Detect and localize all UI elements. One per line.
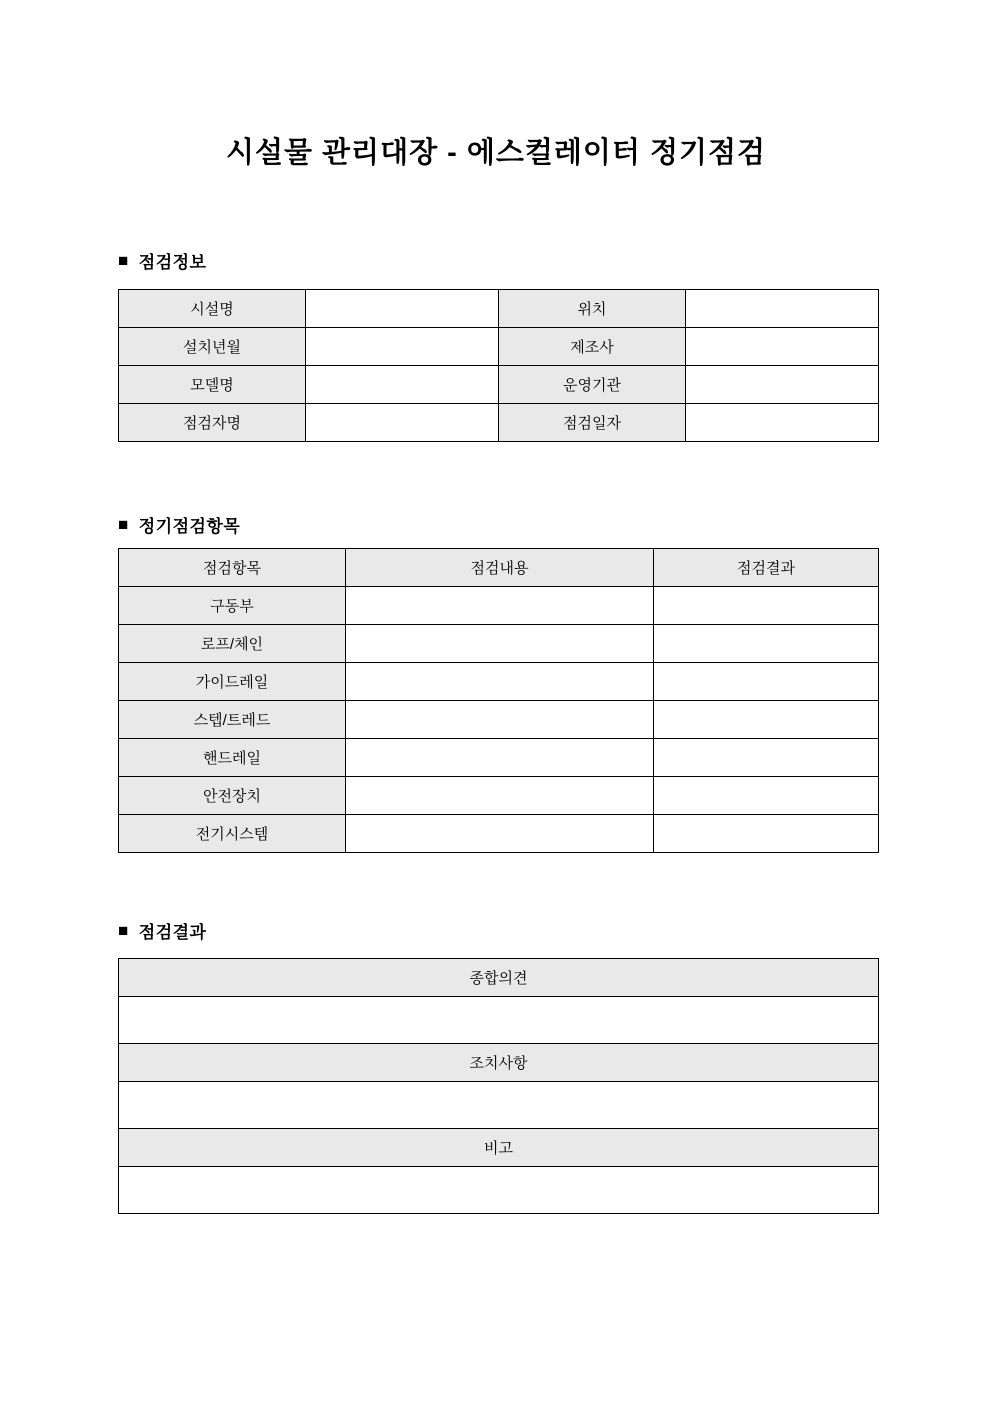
info-label-model-name: 모델명 xyxy=(119,366,306,404)
info-value-model-name xyxy=(306,366,499,404)
col-header-item: 점검항목 xyxy=(119,549,346,587)
result-header-actions: 조치사항 xyxy=(119,1044,879,1082)
section-heading-checklist xyxy=(118,512,240,537)
result-header-overall-opinion: 종합의견 xyxy=(119,959,879,997)
result-header-remarks: 비고 xyxy=(119,1129,879,1167)
checklist-content-cell xyxy=(346,663,654,701)
checklist-content-cell xyxy=(346,701,654,739)
info-value-inspector-name xyxy=(306,404,499,442)
table-row xyxy=(119,404,879,442)
col-header-result: 점검결과 xyxy=(654,549,879,587)
table-row xyxy=(119,366,879,404)
table-row xyxy=(119,328,879,366)
checklist-result-cell xyxy=(654,625,879,663)
checklist-content-cell xyxy=(346,625,654,663)
checklist-item-safety-device: 안전장치 xyxy=(119,777,346,815)
square-bullet-icon: ■ xyxy=(118,251,129,270)
info-label-inspector-name: 점검자명 xyxy=(119,404,306,442)
table-row xyxy=(119,739,879,777)
col-header-content: 점검내용 xyxy=(346,549,654,587)
page-title: 시설물 관리대장 - 에스컬레이터 정기점검 xyxy=(225,137,767,169)
checklist-item-drive-unit: 구동부 xyxy=(119,587,346,625)
checklist-content-cell xyxy=(346,739,654,777)
results-table xyxy=(118,958,879,1214)
checklist-result-cell xyxy=(654,815,879,853)
table-header-row xyxy=(119,959,879,997)
table-row xyxy=(119,663,879,701)
table-row xyxy=(119,997,879,1044)
info-label-location: 위치 xyxy=(499,290,686,328)
result-value-overall-opinion xyxy=(119,997,879,1044)
section-heading-label: 점검정보 xyxy=(138,253,207,272)
table-row xyxy=(119,625,879,663)
checklist-item-rope-chain: 로프/체인 xyxy=(119,625,346,663)
checklist-result-cell xyxy=(654,587,879,625)
checklist-item-step-tread: 스텝/트레드 xyxy=(119,701,346,739)
table-row xyxy=(119,1082,879,1129)
table-header-row xyxy=(119,549,879,587)
checklist-content-cell xyxy=(346,587,654,625)
section-heading-results xyxy=(118,918,206,943)
square-bullet-icon: ■ xyxy=(118,921,129,940)
info-value-location xyxy=(686,290,879,328)
checklist-result-cell xyxy=(654,701,879,739)
info-label-operator: 운영기관 xyxy=(499,366,686,404)
info-label-install-date: 설치년월 xyxy=(119,328,306,366)
info-label-inspection-date: 점검일자 xyxy=(499,404,686,442)
table-row xyxy=(119,1167,879,1214)
table-header-row xyxy=(119,1044,879,1082)
checklist-result-cell xyxy=(654,739,879,777)
info-value-operator xyxy=(686,366,879,404)
table-row xyxy=(119,701,879,739)
checklist-content-cell xyxy=(346,777,654,815)
info-value-inspection-date xyxy=(686,404,879,442)
info-value-manufacturer xyxy=(686,328,879,366)
info-label-manufacturer: 제조사 xyxy=(499,328,686,366)
checklist-item-handrail: 핸드레일 xyxy=(119,739,346,777)
checklist-item-guide-rail: 가이드레일 xyxy=(119,663,346,701)
checklist-item-electrical-system: 전기시스템 xyxy=(119,815,346,853)
info-value-facility-name xyxy=(306,290,499,328)
checklist-table xyxy=(118,548,879,853)
checklist-result-cell xyxy=(654,663,879,701)
section-heading-label: 점검결과 xyxy=(138,923,207,942)
table-header-row xyxy=(119,1129,879,1167)
info-value-install-date xyxy=(306,328,499,366)
section-heading-inspection-info xyxy=(118,248,206,273)
square-bullet-icon: ■ xyxy=(118,515,129,534)
inspection-info-table xyxy=(118,289,879,442)
table-row xyxy=(119,815,879,853)
result-value-actions xyxy=(119,1082,879,1129)
info-label-facility-name: 시설명 xyxy=(119,290,306,328)
table-row xyxy=(119,777,879,815)
section-heading-label: 정기점검항목 xyxy=(138,517,241,536)
checklist-content-cell xyxy=(346,815,654,853)
checklist-result-cell xyxy=(654,777,879,815)
result-value-remarks xyxy=(119,1167,879,1214)
table-row xyxy=(119,290,879,328)
table-row xyxy=(119,587,879,625)
